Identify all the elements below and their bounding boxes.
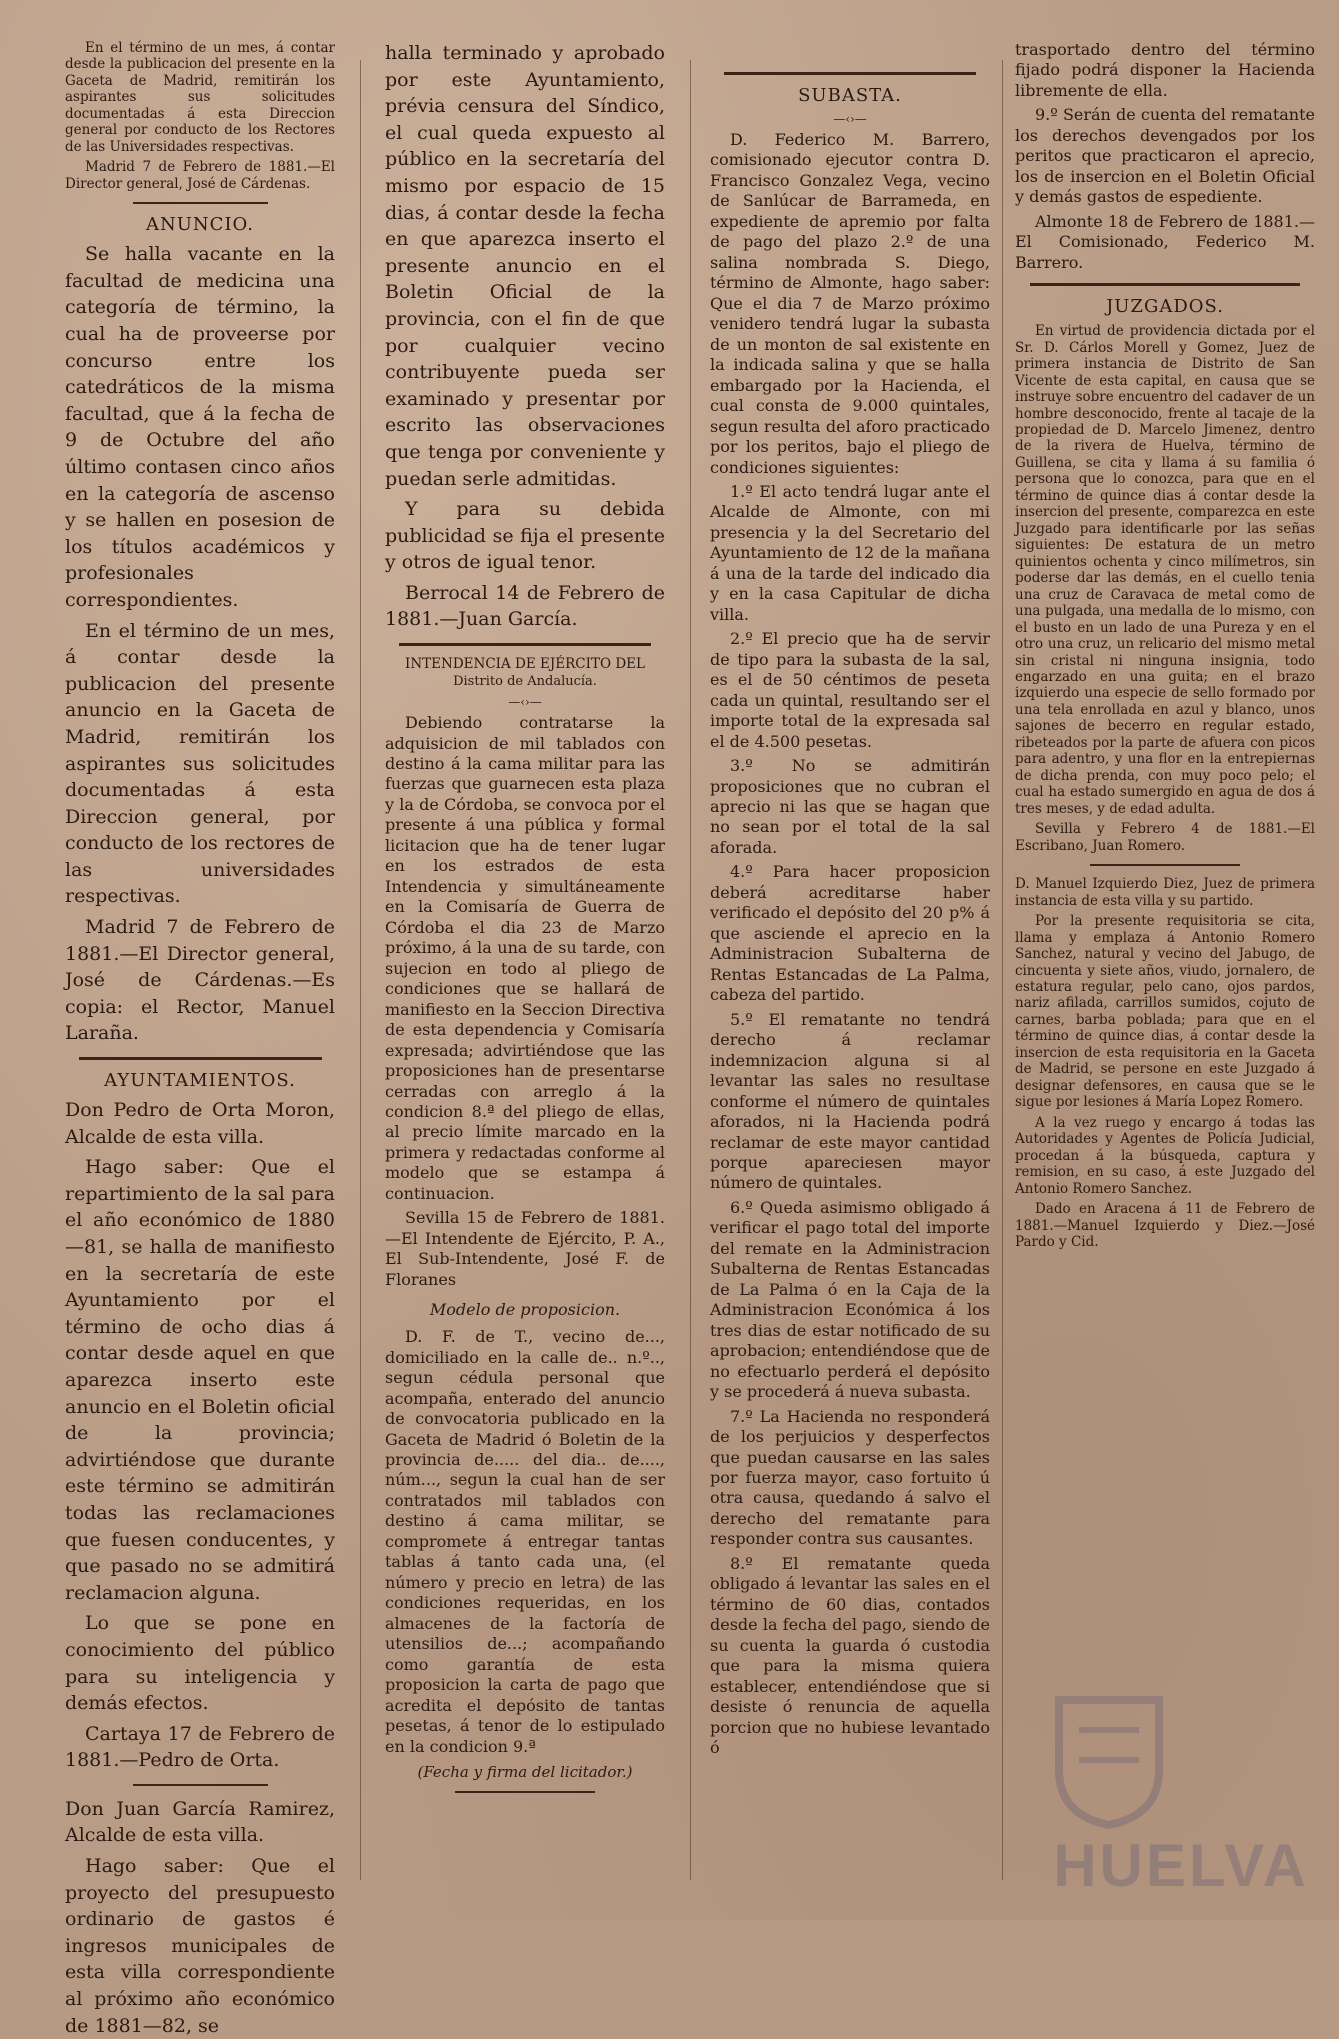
anuncio-paragraph-2: En el término de un mes, á contar desde la publicacion del presente anuncio en la Gaceta de Madrid, remitirán los aspirantes sus solicitudes documentadas á esta Direccion general, por conducto de los rectores de las universidades respectivas. (65, 619, 335, 908)
anuncio-signature: Madrid 7 de Febrero de 1881.—El Director general, José de Cárdenas.—Es copia: el Rector, Manuel Laraña. (65, 916, 335, 1045)
ayuntamiento-1-paragraph-2: Lo que se pone en conocimiento del público para su inteligencia y demás efectos. (65, 1612, 335, 1715)
intendencia-paragraph: Debiendo contratarse la adquisicion de mil tablados con destino á la cama militar para las fuerzas que guarnecen esta plaza y la de Córdoba, se convoca por el presente á una pública y formal licitacion que ha de tener lugar en los estrados de esta Intendencia y simultáneamente en la Comisaría de Guerra de Córdoba el dia 23 de Marzo próximo, á la una de su tarde, con sujecion en todo al pliego de condiciones que se hallará de manifiesto en la Seccion Directiva de esta dependencia y Comisaría expresada; advirtiéndose que las proposiciones han de presentarse cerradas con arreglo á la condicion 8.ª del pliego de ellas, al precio límite marcado en la primera y redactadas conforme al modelo que se estampa á continuacion. (385, 713, 665, 1203)
subasta-title: SUBASTA. (798, 85, 902, 106)
intendencia-signature: Sevilla 15 de Febrero de 1881.—El Intendente de Ejército, P. A., El Sub-Intendente, José F. de Floranes (385, 1208, 665, 1289)
subasta-condition-9: 9.º Serán de cuenta del rematante los derechos devengados por los peritos que practicaron el aprecio, los de insercion en el Boletin Oficial y demás gastos de espediente. (1015, 105, 1315, 207)
subasta-condition-2: 2.º El precio que ha de servir de tipo para la subasta de la sal, es el de 50 céntimos de peseta cada un quintal, resultando ser el importe total de la expresada sal el de 4.500 pesetas. (710, 629, 990, 751)
ayuntamiento-2-paragraph: Hago saber: Que el proyecto del presupuesto ordinario de gastos é ingresos municipales de esta villa correspondiente al próximo año económico de 1881—82, se (65, 1855, 335, 2037)
watermark-text: HUELVA (1053, 1832, 1309, 1899)
subasta-condition-8: 8.º El rematante queda obligado á levantar las sales en el término de 60 dias, contados desde la fecha del pago, siendo de su cuenta la guarda ó custodia que para la misma quiera establecer, entendiéndose que si desiste ó renuncia de aquella porcion que no hubiese levantado ó (710, 1553, 990, 1758)
ornament: —‹›— (833, 112, 867, 126)
continued-paragraph-2: Y para su debida publicidad se fija el presente y otros de igual tenor. (385, 498, 665, 574)
subasta-condition-3: 3.º No se admitirán proposiciones que no cubran el aprecio ni las que se hagan que no sean por el total de la sal aforada. (710, 756, 990, 857)
ayuntamiento-1-paragraph: Hago saber: Que el repartimiento de la sal para el año económico de 1880—81, se halla de manifiesto en la secretaría de este Ayuntamiento por el término de ocho dias á contar desde aquel en que aparezca inserto este anuncio en el Boletin oficial de la provincia; advirtiéndose que durante este término se admitirán todas las reclamaciones que fuesen conducentes, y que pasado no se admitirá reclamacion alguna. (65, 1156, 335, 1604)
ayuntamiento-2-name: Don Juan García Ramirez, Alcalde de esta villa. (65, 1797, 335, 1847)
section-rule (133, 202, 268, 204)
intendencia-title: INTENDENCIA DE EJÉRCITO DEL (405, 656, 645, 673)
column-divider (690, 60, 691, 1880)
column-divider (1002, 60, 1003, 1880)
subasta-condition-5: 5.º El rematante no tendrá derecho á reclamar indemnizacion alguna si al levantar las sales no resultase conforme el número de quintales aforados, ni la Hacienda podrá reclamar de este mayor cantidad porque apareciesen mayor número de quintales. (710, 1009, 990, 1193)
column-2 (375, 40, 675, 1890)
column-3 (700, 40, 1000, 1890)
archive-watermark (1049, 1690, 1319, 1900)
subasta-condition-6: 6.º Queda asimismo obligado á verificar el pago total del importe del remate en la Administracion Subalterna de Rentas Estancadas de La Palma ó en la Caja de la Administracion Económica á los tres dias de estar notificado de su aprobacion; entendiéndose que de no efectuarlo perderá el depósito y se procederá á nueva subasta. (710, 1197, 990, 1402)
modelo-paragraph: D. F. de T., vecino de..., domiciliado en la calle de.. n.º.., segun cédula personal que acompaña, enterado del anuncio de convocatoria publicado en la Gaceta de Madrid ó Boletin de la provincia de..... del dia.. de...., núm..., segun la cual han de ser contratados mil tablados con destino á cama militar, se compromete á entregar tantas tablas á tanto cada una, (el número y precio en letra) de las condiciones requeridas, en los almacenes de la factoría de utensilios de...; acompañando como garantía de esta proposicion la carta de pago que acredita el depósito de tantas pesetas, á tenor de lo estipulado en la condicion 9.ª (385, 1327, 665, 1756)
ayuntamientos-title: AYUNTAMIENTOS. (104, 1070, 296, 1092)
subasta-signature: Almonte 18 de Febrero de 1881.—El Comisionado, Federico M. Barrero. (1015, 211, 1315, 272)
notice-tail: En el término de un mes, á contar desde la publicacion del presente en la Gaceta de Madrid, remitirán los aspirantes sus solicitudes documentadas á esta Direccion general por conducto de los Rectores de las Universidades respectivas. (65, 40, 335, 155)
column-1 (55, 40, 345, 2037)
column-4 (1005, 40, 1325, 1890)
modelo-signature: (Fecha y firma del licitador.) (417, 1763, 633, 1782)
subasta-continued: trasportado dentro del término fijado podrá disponer la Hacienda libremente de ella. (1015, 40, 1315, 100)
ornament: —‹›— (508, 695, 542, 710)
ayuntamiento-1-name: Don Pedro de Orta Moron, Alcalde de esta villa. (65, 1099, 335, 1148)
juzgado-2-paragraph: Por la presente requisitoria se cita, llama y emplaza á Antonio Romero Sanchez, natural y vecino del Jabugo, de cincuenta y siete años, viudo, jornalero, de estatura regular, pelo cano, ojos pardos, nariz afilada, carrillos sumidos, cojuto de carnes, barba poblada; para que en el término de quince dias, á contar desde la insercion de esta requisitoria en la Gaceta de Madrid, se persone en este Juzgado á designar defensores, en causa que se le sigue por lesiones á María Lopez Romero. (1015, 913, 1315, 1111)
anuncio-paragraph-1: Se halla vacante en la facultad de medicina una categoría de término, la cual ha de proveerse por concurso entre los catedráticos de la misma facultad, que á la fecha de 9 de Octubre del año último contasen cinco años en la categoría de ascenso y se hallen en posesion de los títulos académicos y profesionales correspondientes. (65, 243, 335, 611)
anuncio-title: ANUNCIO. (146, 214, 254, 236)
section-rule (455, 1791, 595, 1793)
juzgados-title: JUZGADOS. (1106, 296, 1224, 318)
juzgado-1-paragraph: En virtud de providencia dictada por el Sr. D. Cárlos Morell y Gomez, Juez de primera instancia de Distrito de San Vicente de esta capital, en causa que se instruye sobre encuentro del cadaver de un hombre desconocido, frente al tacaje de la propiedad de D. Marcelo Jimenez, dentro de la rivera de Huelva, término de Guillena, se cita y llama á su familia ó persona que lo conozca, para que en el término de quince dias á contar desde la insercion del presente, comparezca en este Juzgado para identificarle por las señas siguientes: De estatura de un metro quinientos ochenta y cinco milímetros, sin poderse dar las demás, en el cuello tenia una cruz de Caravaca de metal como de una pulgada, una medalla de lo mismo, con el busto en un lado de una Pureza y en el otro una cruz, un relicario del mismo metal sin cristal ni ninguna insignia, todo engarzado en una guita; en el brazo izquierdo una especie de sello formado por una tela enrollada en azul y blanco, unos sajones de becerro en regular estado, ribeteados por la parte de afuera con picos para adentro, y una flor en la entrepiernas de dicha prenda, con muy poco pelo; el cual ha estado sumergido en agua de dos á tres meses, y de edad adulta. (1015, 323, 1315, 817)
notice-tail-signature: Madrid 7 de Febrero de 1881.—El Director general, José de Cárdenas. (65, 159, 335, 192)
juzgado-2-name: D. Manuel Izquierdo Diez, Juez de primera instancia de esta villa y su partido. (1015, 876, 1315, 909)
continued-paragraph: halla terminado y aprobado por este Ayuntamiento, prévia censura del Síndico, el cual queda expuesto al público en la secretaría del mismo por espacio de 15 dias, á contar desde la fecha en que aparezca inserto el presente anuncio en el Boletin Oficial de la provincia, con el fin de que por cualquier vecino contribuyente pueda ser examinado y presentar por escrito las observaciones que tenga por conveniente y puedan serle admitidas. (385, 42, 665, 490)
juzgado-2-signature: Dado en Aracena á 11 de Febrero de 1881.—Manuel Izquierdo y Diez.—José Pardo y Cid. (1015, 1201, 1315, 1250)
section-rule (133, 1784, 268, 1786)
section-rule (399, 643, 651, 646)
subasta-intro: D. Federico M. Barrero, comisionado ejecutor contra D. Francisco Gonzalez Vega, vecino de Sanlúcar de Barrameda, en expediente de apremio por falta de pago del plazo 2.º de una salina nombrada S. Diego, término de Almonte, hago saber: Que el dia 7 de Marzo próximo venidero tendrá lugar la subasta de un monton de sal existente en la indicada salina y que se halla embargado por la Hacienda, el cual consta de 9.000 quintales, segun resulta del aforo practicado por los peritos, bajo el pliego de condiciones siguientes: (710, 130, 990, 477)
section-rule (1030, 283, 1300, 286)
subasta-condition-4: 4.º Para hacer proposicion deberá acreditarse haber verificado el depósito del 20 p% á que asciende el aprecio en la Administracion Subalterna de Rentas Estancadas de La Palma, cabeza del partido. (710, 862, 990, 1005)
subasta-condition-7: 7.º La Hacienda no responderá de los perjuicios y desperfectos que puedan causarse en las sales por fuerza mayor, caso fortuito ú otra causa, quedando á salvo el derecho del rematante para responder contra sus causantes. (710, 1406, 990, 1549)
ayuntamiento-1-signature: Cartaya 17 de Febrero de 1881.—Pedro de Orta. (65, 1722, 335, 1772)
coat-of-arms-icon (1049, 1690, 1169, 1830)
section-rule (724, 72, 976, 75)
juzgado-1-signature: Sevilla y Febrero 4 de 1881.—El Escribano, Juan Romero. (1015, 821, 1315, 854)
subasta-condition-1: 1.º El acto tendrá lugar ante el Alcalde de Almonte, con mi presencia y la del Secretario del Ayuntamiento de 12 de la mañana á una de la tarde del indicado dia y en la casa Capitular de dicha villa. (710, 481, 990, 624)
section-rule (1090, 864, 1240, 866)
intendencia-subtitle: Distrito de Andalucía. (453, 674, 597, 690)
modelo-title: Modelo de proposicion. (429, 1300, 621, 1320)
section-rule (79, 1057, 322, 1060)
column-divider (360, 60, 361, 1880)
continued-signature: Berrocal 14 de Febrero de 1881.—Juan García. (385, 581, 665, 631)
juzgado-2-paragraph-2: A la vez ruego y encargo á todas las Autoridades y Agentes de Policía Judicial, procedan á la búsqueda, captura y remision, en su caso, á este Juzgado del Antonio Romero Sanchez. (1015, 1114, 1315, 1197)
